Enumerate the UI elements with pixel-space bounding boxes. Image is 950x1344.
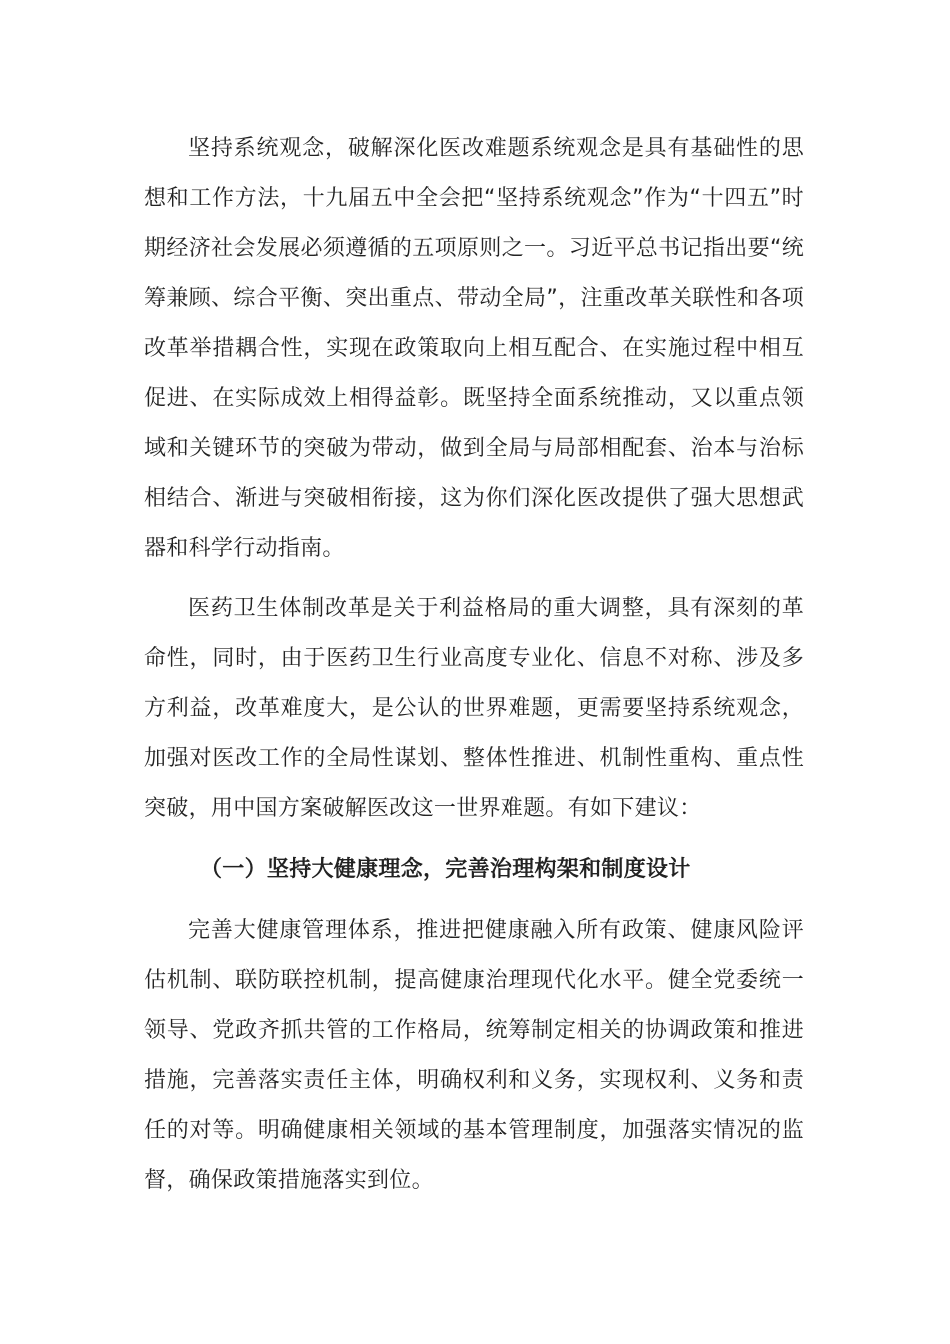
paragraph-medical-reform: 医药卫生体制改革是关于利益格局的重大调整，具有深刻的革命性，同时，由于医药卫生行业高度专业化、信息不对称、涉及多方利益，改革难度大，是公认的世界难题，更需要坚持系统观念，加强对医改工作的全局性谋划、整体性推进、机制性重构、重点性突破，用中国方案破解医改这一世界难题。有如下建议：: [144, 596, 804, 821]
paragraph-health-management: 完善大健康管理体系，推进把健康融入所有政策、健康风险评估机制、联防联控机制，提高健康治理现代化水平。健全党委统一领导、党政齐抓共管的工作格局，统筹制定相关的协调政策和推进措施，完善落实责任主体，明确权利和义务，实现权利、义务和责任的对等。明确健康相关领域的基本管理制度，加强落实情况的监督，确保政策措施落实到位。: [144, 918, 804, 1193]
document-body: [144, 124, 804, 1206]
section-heading: （一）坚持大健康理念，完善治理构架和制度设计: [200, 857, 691, 882]
paragraph-system-concept: 坚持系统观念，破解深化医改难题系统观念是具有基础性的思想和工作方法，十九届五中全会把“坚持系统观念”作为“十四五”时期经济社会发展必须遵循的五项原则之一。习近平总书记指出要“统筹兼顾、综合平衡、突出重点、带动全局”，注重改革关联性和各项改革举措耦合性，实现在政策取向上相互配合、在实施过程中相互促进、在实际成效上相得益彰。既坚持全面系统推动，又以重点领域和关键环节的突破为带动，做到全局与局部相配套、治本与治标相结合、渐进与突破相衔接，这为你们深化医改提供了强大思想武器和科学行动指南。: [144, 136, 804, 561]
